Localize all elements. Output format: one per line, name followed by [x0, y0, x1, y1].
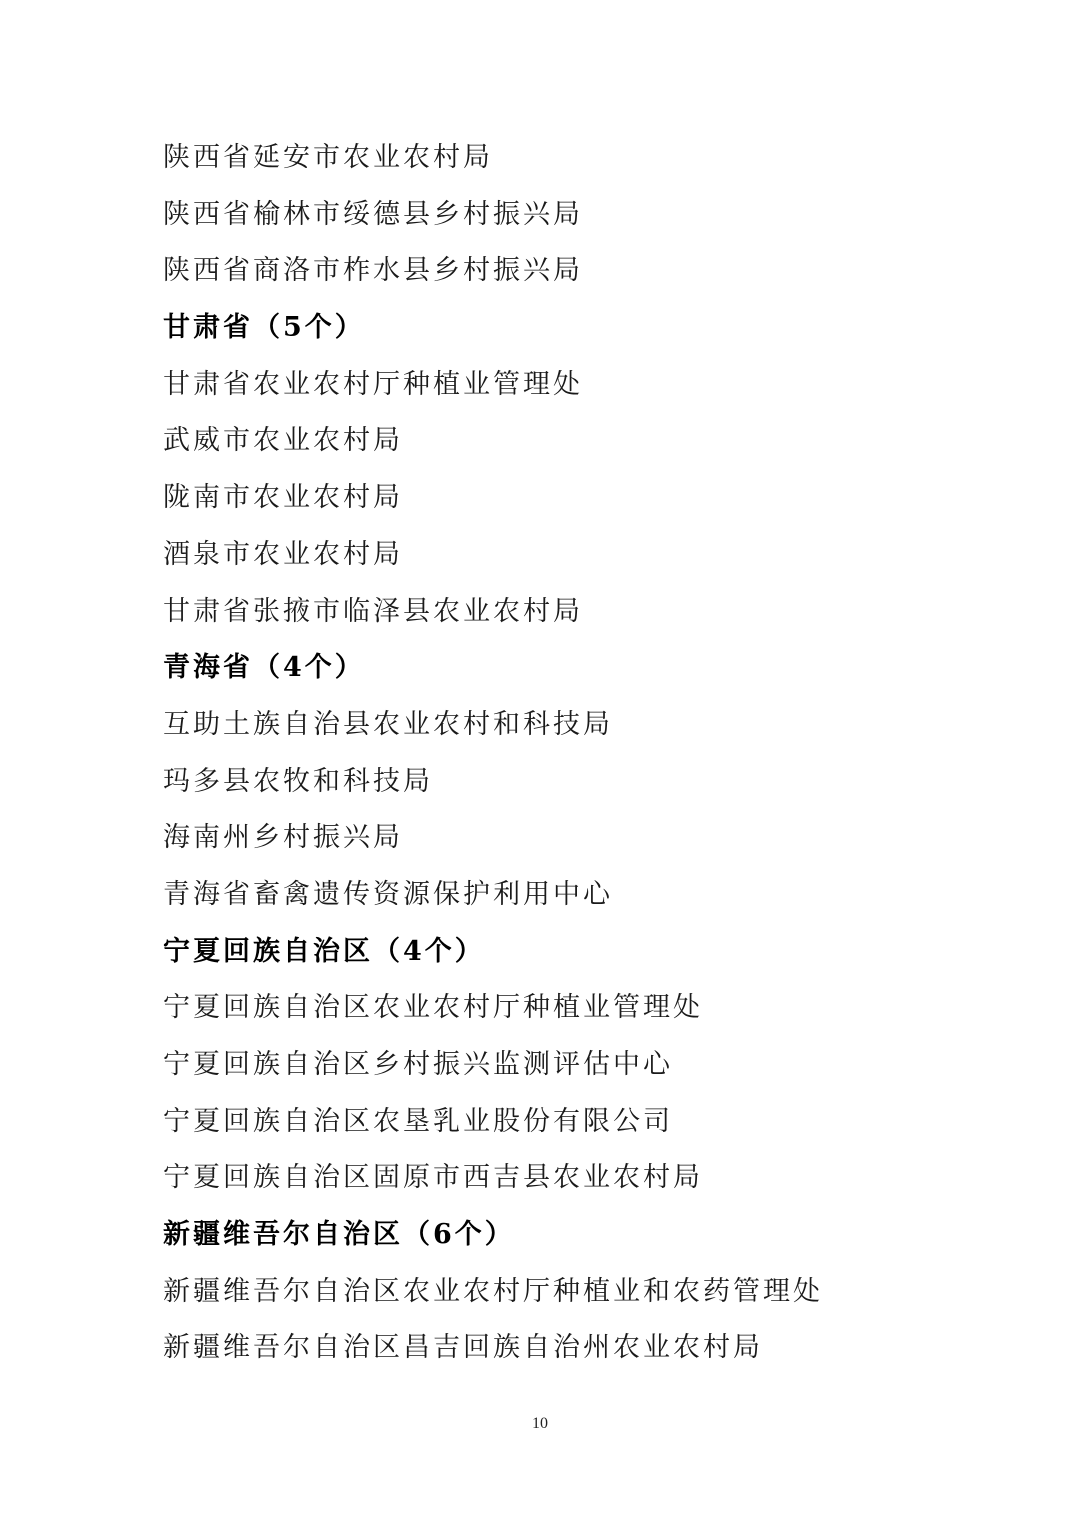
- org-name: 陕西省延安市农业农村局: [163, 142, 493, 173]
- section-heading: 甘肃省（5个）: [163, 312, 365, 344]
- org-name: 酒泉市农业农村局: [163, 538, 403, 570]
- org-name: 宁夏回族自治区乡村振兴监测评估中心: [163, 1049, 673, 1080]
- org-name: 甘肃省张掖市临泽县农业农村局: [163, 595, 583, 627]
- org-name: 宁夏回族自治区农垦乳业股份有限公司: [163, 1105, 673, 1137]
- org-name: 武威市农业农村局: [163, 425, 403, 457]
- org-name: 海南州乡村振兴局: [163, 822, 403, 854]
- org-name: 陕西省商洛市柞水县乡村振兴局: [163, 255, 583, 287]
- org-name: 新疆维吾尔自治区昌吉回族自治州农业农村局: [163, 1332, 763, 1364]
- section-heading: 宁夏回族自治区（4个）: [163, 935, 485, 967]
- org-name: 甘肃省农业农村厅种植业管理处: [163, 368, 583, 400]
- section-heading: 新疆维吾尔自治区（6个）: [163, 1219, 515, 1251]
- org-name: 陇南市农业农村局: [163, 482, 403, 514]
- org-list: [163, 130, 1023, 1377]
- org-name: 玛多县农牧和科技局: [163, 765, 433, 797]
- org-name: 互助土族自治县农业农村和科技局: [163, 708, 613, 740]
- org-name: 陕西省榆林市绥德县乡村振兴局: [163, 198, 583, 230]
- org-name: 宁夏回族自治区固原市西吉县农业农村局: [163, 1162, 703, 1194]
- org-name: 青海省畜禽遗传资源保护利用中心: [163, 878, 613, 910]
- page-number: 10: [532, 1415, 548, 1432]
- org-name: 宁夏回族自治区农业农村厅种植业管理处: [163, 992, 703, 1024]
- section-heading: 青海省（4个）: [163, 652, 365, 684]
- org-name: 新疆维吾尔自治区农业农村厅种植业和农药管理处: [163, 1275, 823, 1307]
